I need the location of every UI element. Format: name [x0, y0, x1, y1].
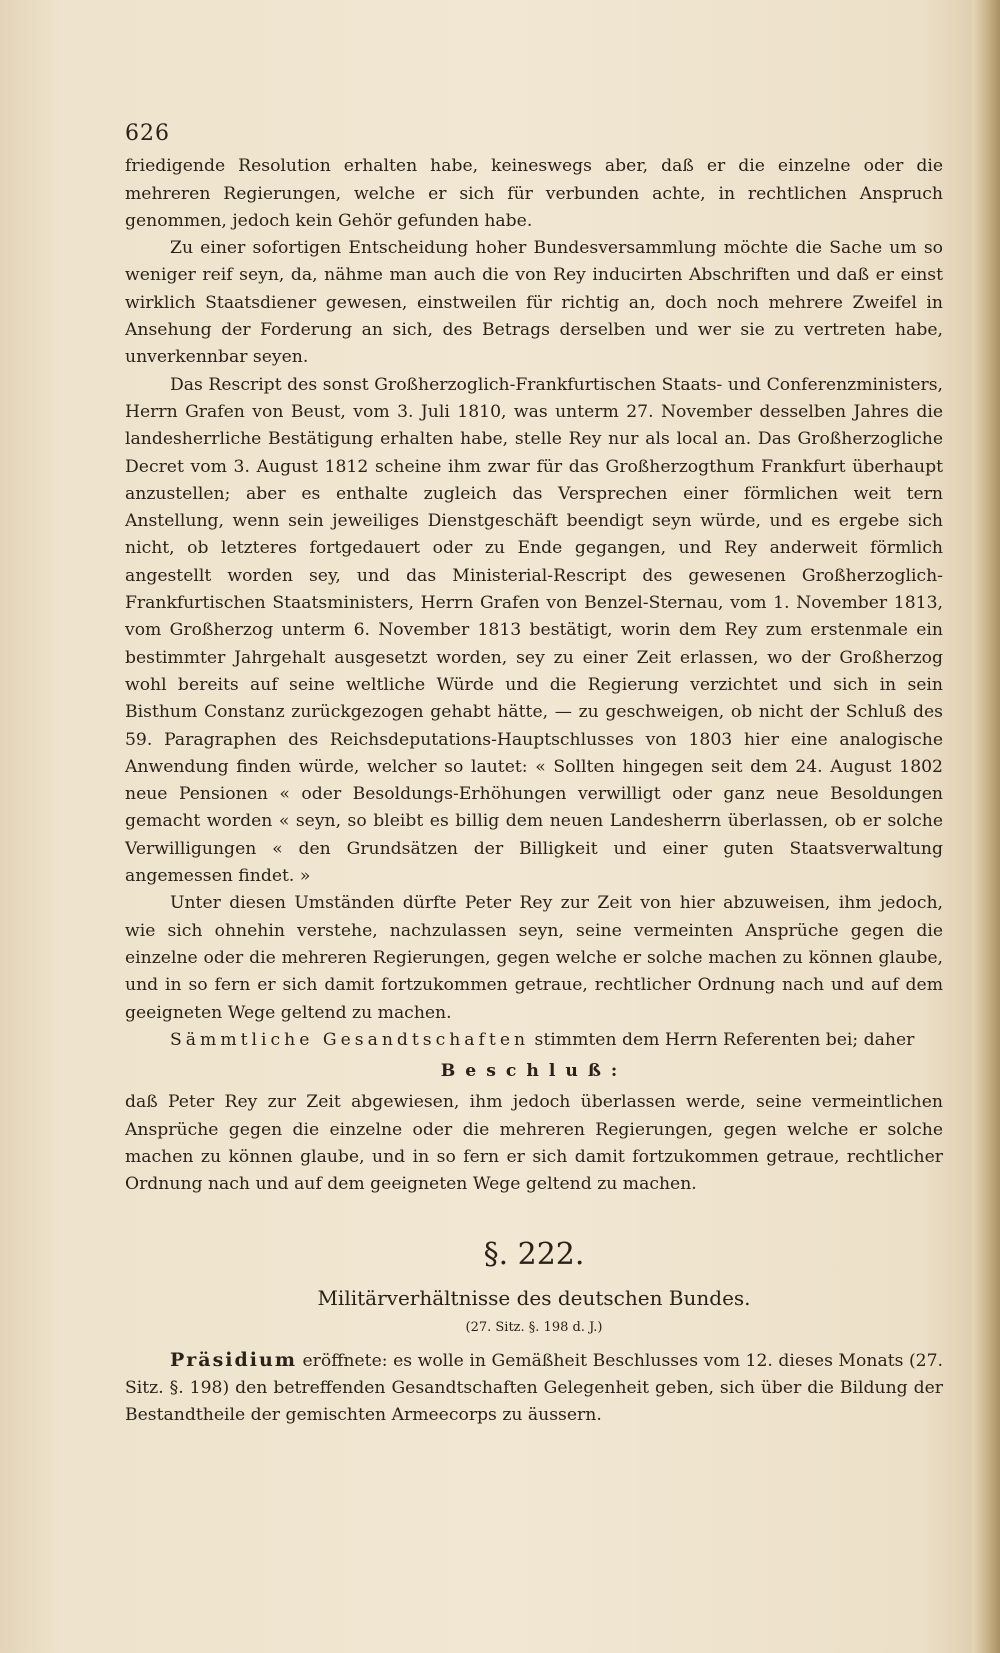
paragraph-2: Zu einer sofortigen Entscheidung hoher Bundesversammlung möchte die Sache um so weniger reif seyn, da, nähme man auch die von Rey inducirten Abschriften und daß er einst wirklich Staatsdiener gewesen, einstweilen für richtig an, doch noch mehrere Zweifel in Ansehung der Forderung an sich, des Betrags derselben und wer sie zu vertreten habe, unverkennbar seyen. — [125, 238, 943, 368]
section-number: §. 222. — [483, 1236, 585, 1272]
presidium-text: eröffnete: es wolle in Gemäßheit Beschlusses vom 12. dieses Monats (27. Sitz. §. 198) den betreffenden Gesandtschaften Gelegenheit geben, sich über die Bildung der Bestandtheile der gemischten Armeecorps zu äussern. — [125, 1350, 943, 1426]
section-reference: (27. Sitz. §. 198 d. J.) — [465, 1319, 603, 1335]
paragraph-1: friedigende Resolution erhalten habe, keineswegs aber, daß er die einzelne oder die mehreren Regierungen, welche er sich für verbunden achte, in rechtlichen Anspruch genommen, jedoch kein Gehör gefunden habe. — [125, 156, 943, 231]
paragraph-3: Das Rescript des sonst Großherzoglich-Frankfurtischen Staats- und Conferenzministers, Herrn Grafen von Beust, vom 3. Juli 1810, was unterm 27. November desselben Jahres die landesherrliche Bestätigung erhalten habe, stelle Rey nur als local an. Das Großherzogliche Decret vom 3. August 1812 scheine ihm zwar für das Großherzogthum Frankfurt überhaupt anzustellen; aber es enthalte zugleich das Versprechen einer förmlichen weit tern Anstellung, wenn sein jeweiliges Dienstgeschäft beendigt seyn würde, und es ergebe sich nicht, ob letzteres fortgedauert oder zu Ende gegangen, und Rey anderweit förmlich angestellt worden sey, und das Ministerial-Rescript des gewesenen Großherzoglich-Frankfurtischen Staatsministers, Herrn Grafen von Benzel-Sternau, vom 1. November 1813, vom Großherzog unterm 6. November 1813 bestätigt, worin dem Rey zum erstenmale ein bestimmter Jahrgehalt ausgesetzt worden, sey zu einer Zeit erlassen, wo der Großherzog wohl bereits auf seine weltliche Würde und die Regierung verzichtet und sich in sein Bisthum Constanz zurückgezogen gehabt hätte, — zu geschweigen, ob nicht der Schluß des 59. Paragraphen des Reichsdeputations-Hauptschlusses von 1803 hier eine analogische Anwendung finden würde, welcher so lautet: « Sollten hingegen seit dem 24. August 1802 neue Pensionen « oder Besoldungs-Erhöhungen verwilligt oder ganz neue Besoldungen gemacht worden « seyn, so bleibt es billig dem neuen Landesherrn überlassen, ob er solche Verwilligungen « den Grundsätzen der Billigkeit und einer guten Staatsverwaltung angemessen findet. » — [125, 374, 943, 887]
resolution-heading: Beschluß: — [440, 1061, 628, 1082]
votes-line — [125, 1027, 943, 1054]
votes-rest: stimmten dem Herrn Referenten bei; daher — [529, 1029, 915, 1050]
presidium-paragraph — [125, 1347, 943, 1430]
page-number: 626 — [125, 121, 170, 146]
resolution-text: daß Peter Rey zur Zeit abgewiesen, ihm jedoch überlassen werde, seine vermeintlichen Ansprüche gegen die einzelne oder die mehreren Regierungen, gegen welche er solche machen zu können glaube, und in so fern er sich damit fortzukommen getraue, rechtlicher Ordnung nach und auf dem geeigneten Wege geltend zu machen. — [125, 1092, 943, 1195]
presidium-word: Präsidium — [170, 1348, 297, 1371]
page-edge — [972, 0, 1000, 1653]
section-title: Militärverhältnisse des deutschen Bundes. — [317, 1285, 751, 1310]
votes-subject: Sämmtliche Gesandtschaften — [170, 1029, 530, 1050]
text-block — [125, 120, 943, 1429]
paragraph-4: Unter diesen Umständen dürfte Peter Rey zur Zeit von hier abzuweisen, ihm jedoch, wie sich ohnehin verstehe, nachzulassen seyn, seine vermeinten Ansprüche gegen die einzelne oder die mehreren Regierungen, gegen welche er solche machen zu können glaube, und in so fern er sich damit fortzukommen getraue, rechtlicher Ordnung nach und auf dem geeigneten Wege geltend zu machen. — [125, 893, 943, 1023]
